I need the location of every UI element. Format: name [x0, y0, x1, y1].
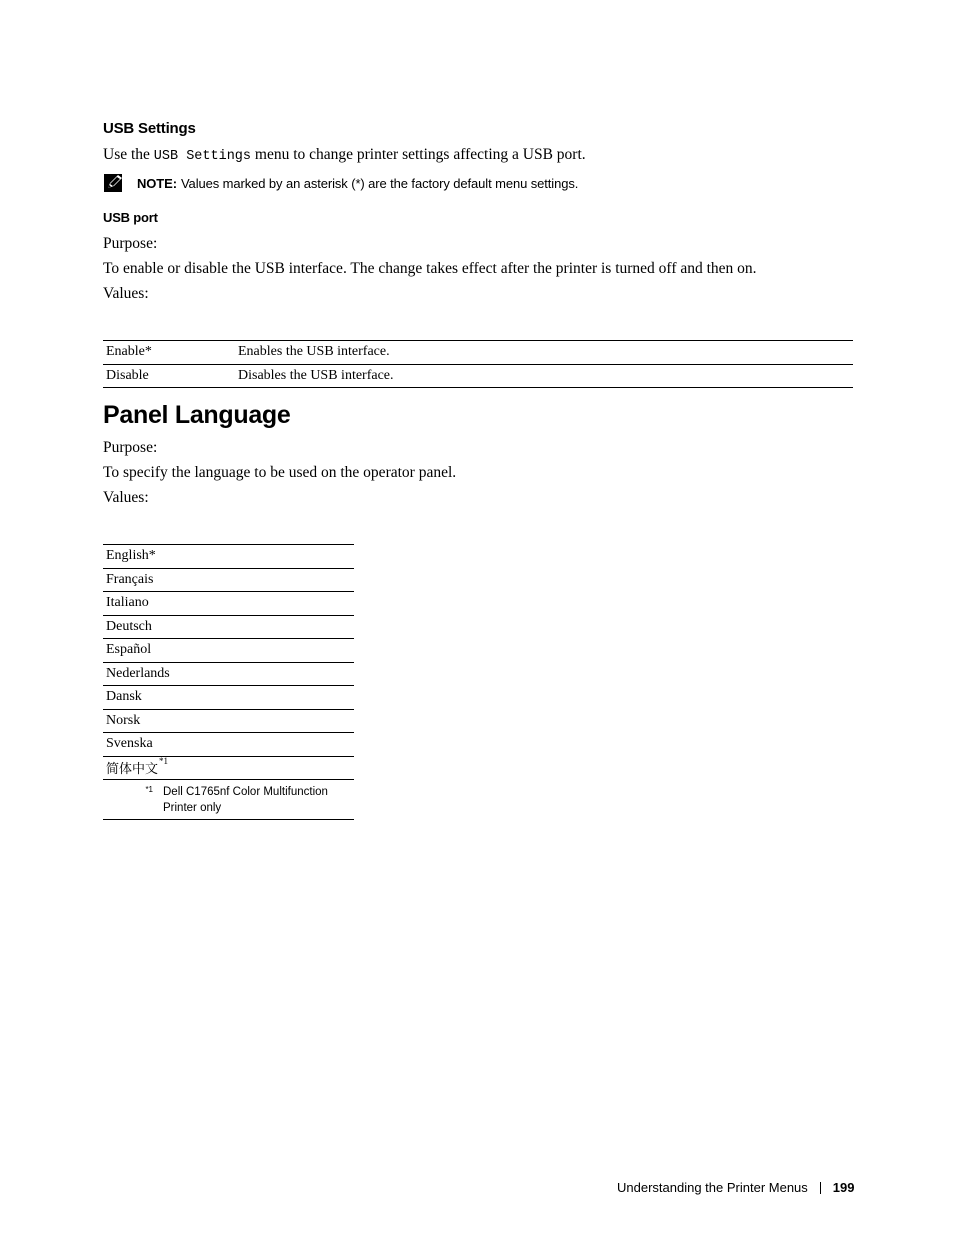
panel-language-purpose-text: To specify the language to be used on the operator panel.: [103, 464, 457, 481]
value-cell: Disable: [106, 367, 149, 383]
usb-settings-heading: USB Settings: [103, 120, 196, 137]
footer-separator: [820, 1182, 821, 1194]
footnote-mark: *1: [145, 785, 153, 794]
table-row: [103, 364, 853, 388]
note-pencil-icon: [103, 173, 125, 193]
usb-port-heading: USB port: [103, 210, 158, 225]
intro-text-after: menu to change printer settings affecting a USB port.: [251, 146, 586, 163]
note-content: [137, 176, 578, 191]
table-row: [103, 568, 354, 592]
language-cell: English*: [106, 548, 156, 564]
language-cell: Deutsch: [106, 618, 152, 634]
usb-port-purpose-text: To enable or disable the USB interface. The change takes effect after the printer is turned off and then on.: [103, 260, 757, 277]
table-row: [103, 662, 354, 686]
chinese-language-label: 简体中文: [106, 762, 159, 778]
language-cell: Dansk: [106, 689, 142, 705]
language-cell: Nederlands: [106, 665, 170, 681]
table-row: [103, 615, 354, 639]
panel-language-purpose-label: Purpose:: [103, 439, 158, 456]
page-footer: [617, 1180, 854, 1195]
table-row: [103, 592, 354, 616]
language-cell: Norsk: [106, 712, 141, 728]
usb-settings-intro: [103, 146, 586, 164]
panel-language-values-label: Values:: [103, 489, 149, 506]
usb-port-values-table: [103, 340, 853, 388]
table-footnote-row: [103, 780, 354, 820]
footnote-cell: [103, 780, 354, 820]
table-row: [103, 756, 354, 780]
intro-text-before: Use the: [103, 146, 154, 163]
language-cell: Italiano: [106, 595, 149, 611]
table-row: [103, 686, 354, 710]
description-cell: Disables the USB interface.: [238, 367, 394, 383]
table-row: [103, 639, 354, 663]
value-cell: Enable*: [106, 344, 152, 360]
language-cell-chinese: [103, 756, 354, 780]
usb-port-purpose-label: Purpose:: [103, 235, 158, 252]
page-number: 199: [832, 1180, 855, 1195]
footer-section-title: Understanding the Printer Menus: [617, 1180, 808, 1195]
footnote-reference: *1: [159, 756, 169, 767]
language-cell: Español: [106, 642, 152, 658]
usb-port-values-label: Values:: [103, 285, 149, 302]
panel-language-heading: Panel Language: [103, 401, 291, 429]
description-cell: Enables the USB interface.: [238, 344, 390, 360]
note-text: Values marked by an asterisk (*) are the factory default menu settings.: [180, 175, 579, 191]
footnote-text: Dell C1765nf Color Multifunction Printer only: [163, 786, 328, 814]
note: [103, 173, 578, 193]
table-row: [103, 341, 853, 365]
panel-language-values-table: [103, 544, 354, 820]
table-row: [103, 733, 354, 757]
note-label: NOTE:: [137, 175, 177, 191]
table-row: [103, 709, 354, 733]
intro-code-usb-settings: USB Settings: [153, 149, 252, 164]
language-cell: Svenska: [106, 736, 153, 752]
language-cell: Français: [106, 571, 154, 587]
table-row: [103, 545, 354, 569]
